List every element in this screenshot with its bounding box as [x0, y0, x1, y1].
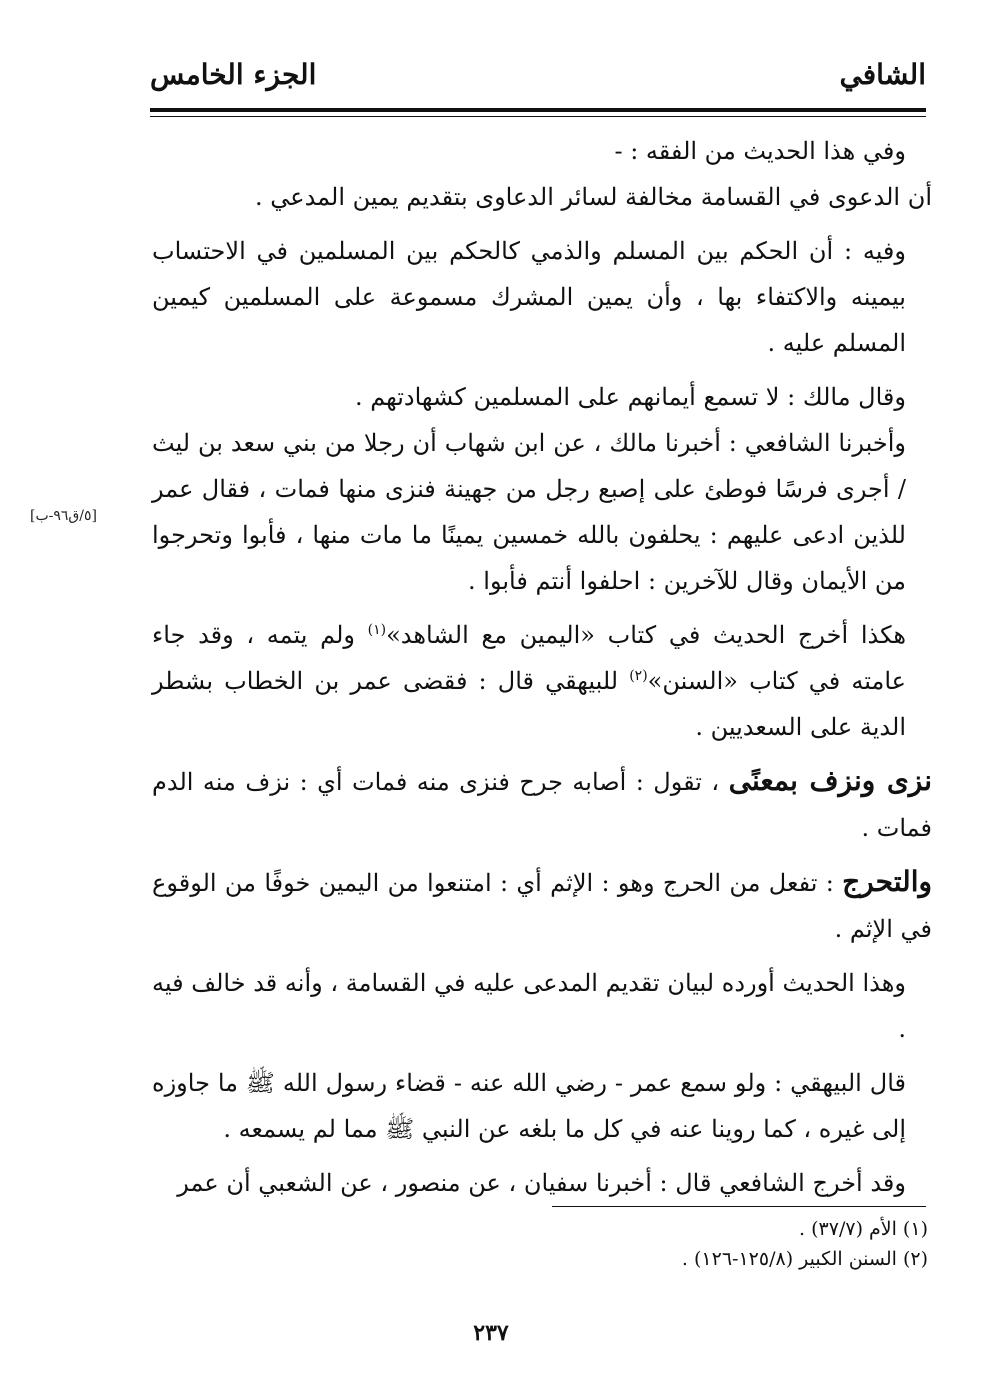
footnotes — [682, 1214, 928, 1274]
paragraph: قال البيهقي : ولو سمع عمر - رضي الله عنه - قضاء رسول الله ﷺ ما جاوزه إلى غيره ، كما روينا عنه في كل ما بلغه عن النبي ﷺ مما لم يسمعه . — [152, 1069, 906, 1143]
footnote-ref: (١) — [367, 622, 387, 638]
paragraph-text: هكذا أخرج الحديث في كتاب «اليمين مع الشاهد» — [386, 621, 907, 649]
main-text — [152, 128, 932, 1206]
header-rule-thin — [150, 116, 926, 117]
footnote-ref: (٢) — [629, 668, 648, 684]
defined-term: نزى ونزف بمعنًى — [728, 764, 933, 797]
defined-term: والتحرج — [842, 865, 932, 898]
paragraph: وقال مالك : لا تسمع أيمانهم على المسلمين كشهادتهم . — [354, 383, 906, 411]
footnote-separator — [552, 1206, 926, 1207]
paragraph: وفي هذا الحديث من الفقه : - — [614, 137, 906, 165]
footnote: (١) الأم (٣٧/٧) . — [799, 1218, 928, 1240]
header-volume: الجزء الخامس — [150, 58, 317, 91]
paragraph: أن الدعوى في القسامة مخالفة لسائر الدعاوى بتقديم يمين المدعي . — [254, 183, 932, 211]
margin-manuscript-note: [٥/ق٩٦-ب] — [30, 508, 98, 524]
paragraph: وأخبرنا الشافعي : أخبرنا مالك ، عن ابن شهاب أن رجلا من بني سعد بن ليث / أجرى فرسًا فوطئ على إصبع رجل من جهينة فنزى منها فمات ، فقال عمر للذين ادعى عليهم : يحلفون بالله خمسين يمينًا ما مات منها ، فأبوا وتحرجوا من الأيمان وقال للآخرين : احلفوا أنتم فأبوا . — [152, 429, 906, 595]
page-number: ٢٣٧ — [473, 1320, 509, 1346]
paragraph-text: ولم يتمه ، وقد جاء عامته في كتاب «السنن» — [152, 621, 906, 695]
paragraph — [152, 612, 932, 750]
footnote: (٢) السنن الكبير (١٢٥/٨-١٢٦) . — [681, 1248, 928, 1270]
paragraph: وهذا الحديث أورده لبيان تقديم المدعى عليه في القسامة ، وأنه قد خالف فيه . — [152, 969, 906, 1043]
paragraph-text: للبيهقي قال : فقضى عمر بن الخطاب بشطر الدية على السعديين . — [152, 667, 906, 741]
paragraph-text: ، تقول : أصابه جرح فنزى منه فمات أي : نزف منه الدم فمات . — [152, 768, 932, 842]
paragraph — [152, 859, 932, 952]
paragraph: وقد أخرج الشافعي قال : أخبرنا سفيان ، عن منصور ، عن الشعبي أن عمر — [177, 1169, 906, 1197]
paragraph: وفيه : أن الحكم بين المسلم والذمي كالحكم بين المسلمين في الاحتساب بيمينه والاكتفاء بها ، وأن يمين المشرك مسموعة على المسلمين كيمين المسلم عليه . — [152, 237, 906, 357]
paragraph-text: : تفعل من الحرج وهو : الإثم أي : امتنعوا من اليمين خوفًا من الوقوع في الإثم . — [152, 869, 932, 943]
header-rule-thick — [150, 108, 926, 112]
header-book-title: الشافي — [839, 58, 926, 91]
paragraph — [152, 758, 932, 851]
